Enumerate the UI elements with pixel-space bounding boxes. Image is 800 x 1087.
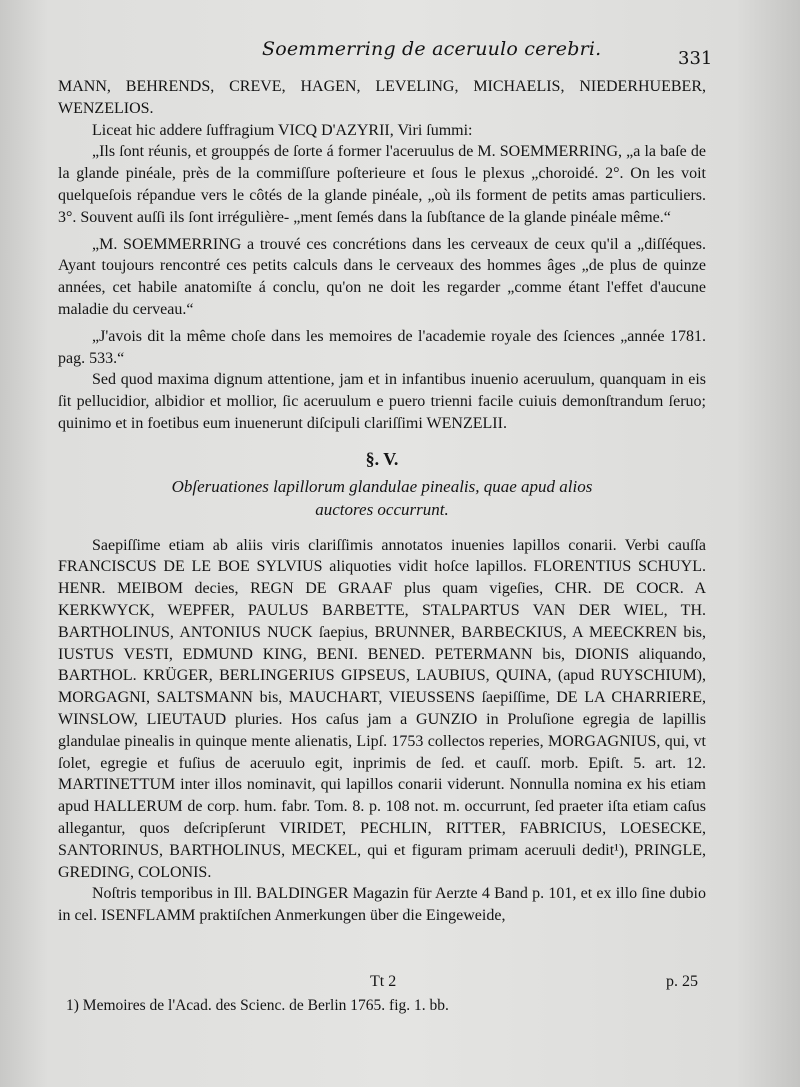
- catchword: p. 25: [666, 973, 698, 990]
- quote-vicq-2: „M. SOEMMERRING a trouvé ces concrétions dans les cerveaux de ceux qu'il a „diſſéques. Ayant toujours rencontré ces petits calculs dans le cerveaux des hommes âges „de plus de quinze années, cet habile anatomiſte á conclu, qu'on ne doit les regarder „comme étant l'effet d'aucune maladie du cerveau.“: [58, 235, 706, 318]
- section-title-line-2: auctores occurrunt.: [315, 499, 449, 519]
- paragraph-baldinger: Noſtris temporibus in Ill. BALDINGER Magazin für Aerzte 4 Band p. 101, et ex illo ſine dubio in cel. ISENFLAMM praktiſchen Anmerkungen über die Eingeweide,: [58, 885, 706, 925]
- paragraph-suffragium: Liceat hic addere ſuffragium VICQ D'AZYRII, Viri ſummi:: [92, 121, 473, 139]
- main-text: [58, 76, 706, 927]
- quote-vicq-3: „J'avois dit la même choſe dans les memoires de l'academie royale des ſciences „année 1781. pag. 533.“: [58, 327, 706, 367]
- quote-vicq-1: „Ils ſont réunis, et grouppés de ſorte á former l'aceruulus de M. SOEMMERRING, „a la baſe de la glande pinéale, près de la commiſſure poſterieure et ſous le plexus „choroidé. 2°. On les voit quelqueſois répandue vers le côtés de la glande pinéale, „où ils forment de petits amas particuliers. 3°. Souvent auſſi ils ſont irrégulière- „ment ſemés dans la ſubſtance de la glande pinéale même.“: [58, 143, 706, 226]
- section-title: [58, 475, 706, 521]
- running-head: Soemmerring de aceruulo cerebri.: [262, 38, 602, 60]
- footnote: 1) Memoires de l'Acad. des Scienc. de Berlin 1765. fig. 1. bb.: [66, 997, 449, 1014]
- page-number: 331: [678, 48, 713, 69]
- section-title-line-1: Obſeruationes lapillorum glandulae pinealis, quae apud alios: [171, 476, 593, 496]
- paragraph-continuation: MANN, BEHRENDS, CREVE, HAGEN, LEVELING, MICHAELIS, NIEDERHUEBER, WENZELIOS.: [58, 78, 706, 117]
- signature-mark: Tt 2: [370, 973, 397, 990]
- paragraph-observations: Saepiſſime etiam ab aliis viris clariſſimis annotatos inuenies lapillos conarii. Verbi cauſſa FRANCISCUS DE LE BOE SYLVIUS aliquoties vidit hoſce lapillos. FLORENTIUS SCHUYL. HENR. MEIBOM decies, REGN DE GRAAF plus quam vigeſies, CHR. DE COCR. A KERKWYCK, WEPFER, PAULUS BARBETTE, STALPARTUS VAN DER WIEL, TH. BARTHOLINUS, ANTONIUS NUCK ſaepius, BRUNNER, BARBECKIUS, A MEECKREN bis, IUSTUS VESTI, EDMUND KING, BENI. BENED. PETERMANN bis, DIONIS aliquando, BARTHOL. KRÜGER, BERLINGERIUS GIPSEUS, LAUBIUS, QUINA, (apud RUYSCHIUM), MORGAGNI, SALTSMANN bis, MAUCHART, VIEUSSENS ſaepiſſime, DE LA CHARRIERE, WINSLOW, LIEUTAUD pluries. Hos caſus jam a GUNZIO in Proluſione egregia de lapillis glandulae pinealis in quinque mente alienatis, Lipſ. 1753 collectos reperies, MORGAGNIUS, qui, vt ſolet, egregie et fuſius de aceruulo egit, inprimis de ſed. et cauſſ. morb. Epiſt. 5. art. 12. MARTINETTUM inter illos nominavit, qui lapillos conarii viderunt. Nonnulla nomina ex his etiam apud HALLERUM de corp. hum. fabr. Tom. 8. p. 108 not. m. occurrunt, ſed praeter iſta etiam caſus allegantur, quos deſcripſerunt VIRIDET, PECHLIN, RITTER, FABRICIUS, LOESECKE, SANTORINUS, BARTHOLINUS, MECKEL, qui et figuram primam aceruuli dedit¹), PRINGLE, GREDING, COLONIS.: [58, 536, 706, 881]
- paragraph-infantibus: Sed quod maxima dignum attentione, jam et in infantibus inuenio aceruulum, quanquam in eis ſit pellucidior, albidior et mollior, ſic aceruulum e puero trienni facile cuiuis demonſtrandum ſeruo; quinimo et in foetibus eum inuenerunt diſcipuli clariſſimi WENZELII.: [58, 371, 706, 432]
- section-mark: §. V.: [365, 448, 399, 469]
- signature-row: [58, 973, 706, 995]
- page-header: [0, 38, 800, 68]
